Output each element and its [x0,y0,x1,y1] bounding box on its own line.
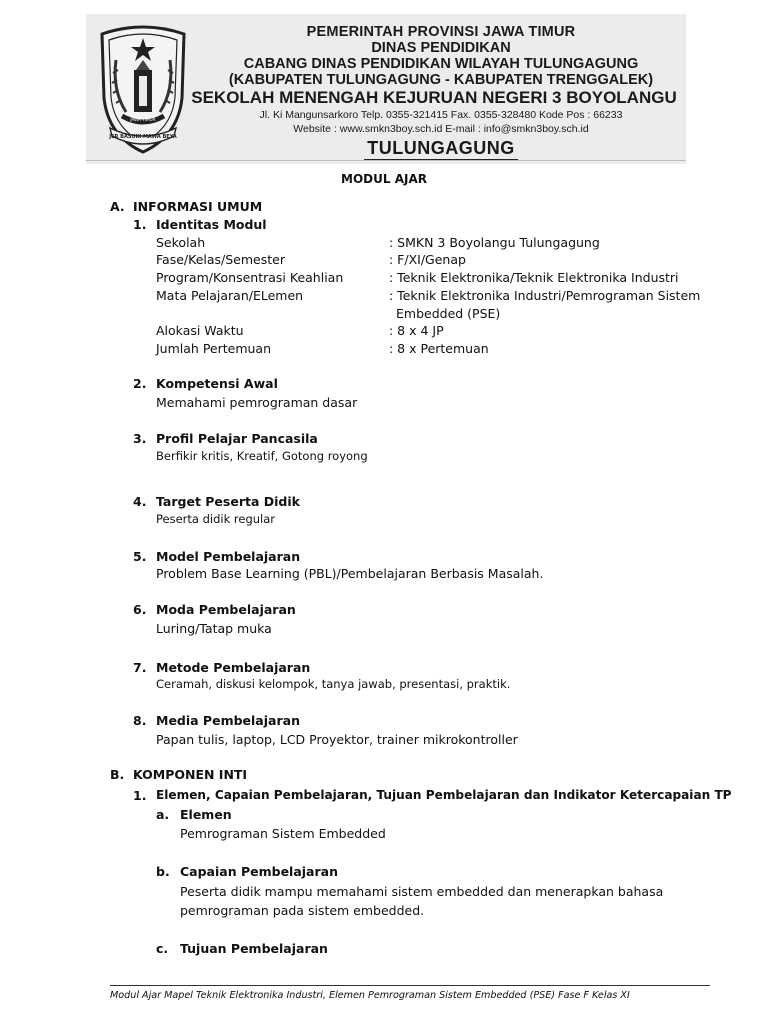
item-number: 3. [133,431,147,446]
identity-label: Alokasi Waktu [156,323,244,338]
provincial-emblem-logo [94,20,192,156]
letterhead [86,14,686,164]
item-title: Kompetensi Awal [156,376,278,391]
sub-text: Peserta didik mampu memahami sistem embedded dan menerapkan bahasa [180,884,664,899]
item-title: Target Peserta Didik [156,494,300,509]
sub-title: Tujuan Pembelajaran [180,941,328,956]
letterhead-divider [86,160,686,161]
identity-value-continued: Embedded (PSE) [396,306,501,321]
section-b-title: KOMPONEN INTI [133,767,248,782]
sub-title: Capaian Pembelajaran [180,864,338,879]
school-city: TULUNGAGUNG [364,137,518,161]
item-text: Peserta didik regular [156,512,276,526]
sub-text-continued: pemrograman pada sistem embedded. [180,903,425,918]
sub-letter: a. [156,807,170,822]
item-text: Berfikir kritis, Kreatif, Gotong royong [156,449,368,463]
item-text: Problem Base Learning (PBL)/Pembelajaran Berbasis Masalah. [156,566,544,581]
identity-label: Program/Konsentrasi Keahlian [156,270,344,285]
identity-value: : Teknik Elektronika Industri/Pemrograman Sistem [389,288,701,303]
identity-label: Sekolah [156,235,206,250]
sub-letter: c. [156,941,169,956]
item-title: Model Pembelajaran [156,549,301,564]
item-number: 6. [133,602,147,617]
school-website: Website : www.smkn3boy.sch.id E-mail : info@smkn3boy.sch.id [293,123,589,135]
identity-label: Fase/Kelas/Semester [156,252,285,267]
identity-value: : 8 x Pertemuan [389,341,489,356]
item-number: 7. [133,660,147,675]
section-a-title: INFORMASI UMUM [133,199,263,214]
letterhead-text [191,24,686,161]
page-footer: Modul Ajar Mapel Teknik Elektronika Industri, Elemen Pemrograman Sistem Embedded (PSE) Fase F Kelas XI [110,990,630,1001]
identity-value: : Teknik Elektronika/Teknik Elektronika Industri [389,270,679,285]
item-title-elemen-cp-tp: Elemen, Capaian Pembelajaran, Tujuan Pembelajaran dan Indikator Ketercapaian TP [156,788,732,802]
sub-text: Pemrograman Sistem Embedded [180,826,386,841]
item-title: Profil Pelajar Pancasila [156,431,318,446]
item-title: Metode Pembelajaran [156,660,311,675]
identity-value: : F/XI/Genap [389,252,466,267]
section-a-letter: A. [110,199,125,214]
item-number: 1. [133,217,147,232]
document-title: MODUL AJAR [341,172,427,186]
identity-value: : SMKN 3 Boyolangu Tulungagung [389,235,600,250]
item-text: Luring/Tatap muka [156,621,272,636]
item-number: 1. [133,788,147,803]
item-number: 4. [133,494,147,509]
item-number: 5. [133,549,147,564]
item-text: Papan tulis, laptop, LCD Proyektor, trainer mikrokontroller [156,732,518,747]
logo-name-text: JAWA TIMUR [130,117,156,122]
school-name: SEKOLAH MENENGAH KEJURUAN NEGERI 3 BOYOLANGU [191,88,677,107]
section-b-letter: B. [110,767,125,782]
item-text: Ceramah, diskusi kelompok, tanya jawab, presentasi, praktik. [156,677,511,691]
footer-divider [110,985,710,986]
identity-label: Jumlah Pertemuan [156,341,272,356]
identity-value: : 8 x 4 JP [389,323,444,338]
letterhead-line2: DINAS PENDIDIKAN [371,40,511,56]
item-number: 8. [133,713,147,728]
school-address: Jl. Ki Mangunsarkoro Telp. 0355-321415 Fax. 0355-328480 Kode Pos : 66233 [259,109,623,121]
item-number: 2. [133,376,147,391]
item-title-identitas: Identitas Modul [156,217,267,232]
letterhead-line1: PEMERINTAH PROVINSI JAWA TIMUR [306,24,576,40]
letterhead-line3: CABANG DINAS PENDIDIKAN WILAYAH TULUNGAGUNG [243,56,639,72]
identity-label: Mata Pelajaran/ELemen [156,288,304,303]
item-title: Media Pembelajaran [156,713,300,728]
item-text: Memahami pemrograman dasar [156,395,358,410]
letterhead-line4: (KABUPATEN TULUNGAGUNG - KABUPATEN TRENGGALEK) [228,72,654,88]
sub-title: Elemen [180,807,232,822]
item-title: Moda Pembelajaran [156,602,296,617]
logo-motto-text: JER BASUKI MAWA BEYA [109,134,177,140]
sub-letter: b. [156,864,170,879]
